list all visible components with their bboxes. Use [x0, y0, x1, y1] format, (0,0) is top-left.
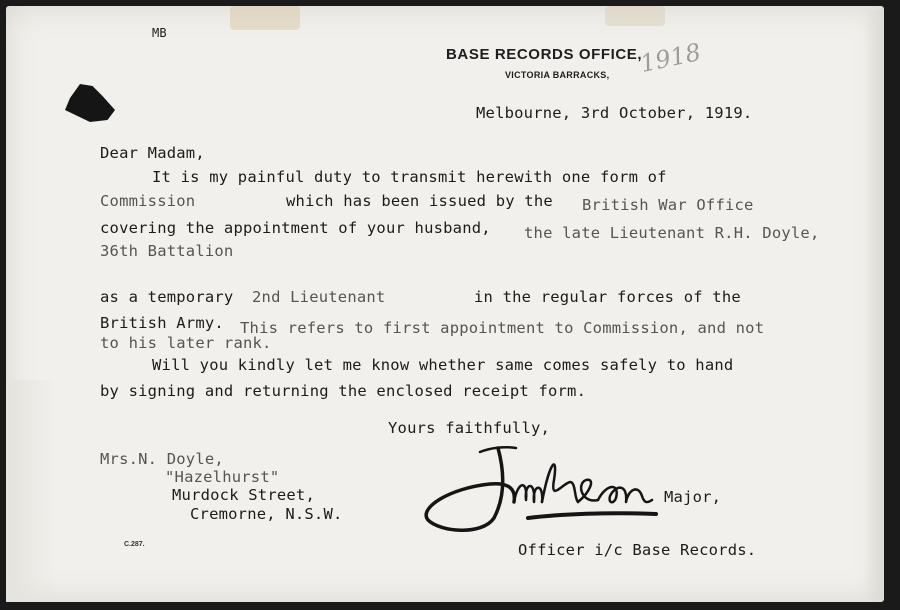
- body-line-6: British Army.: [100, 314, 224, 332]
- body-line-5-end: in the regular forces of the: [474, 288, 741, 306]
- paper-stain: [605, 6, 665, 26]
- body-line-8: Will you kindly let me know whether same comes safely to hand: [152, 356, 734, 374]
- addressee-street: Murdock Street,: [172, 486, 315, 504]
- body-line-1: It is my painful duty to transmit herewith one form of: [152, 168, 667, 186]
- pencil-annotation: 1918: [637, 37, 704, 79]
- body-insert-office: British War Office: [582, 196, 754, 214]
- body-insert-document: Commission: [100, 192, 196, 210]
- reference-code: MB: [152, 26, 167, 40]
- body-line-3: covering the appointment of your husband,: [100, 219, 491, 237]
- addressee-name: Mrs.N. Doyle,: [100, 450, 224, 468]
- body-insert-name: the late Lieutenant R.H. Doyle,: [524, 224, 820, 242]
- body-line-9: by signing and returning the enclosed receipt form.: [100, 382, 587, 400]
- date-line: Melbourne, 3rd October, 1919.: [476, 104, 753, 122]
- page-shadow-right: [864, 10, 884, 600]
- letterhead-office: BASE RECORDS OFFICE,: [446, 46, 643, 63]
- addressee-suburb: Cremorne, N.S.W.: [190, 505, 343, 523]
- salutation: Dear Madam,: [100, 144, 205, 162]
- signature-image: [420, 440, 660, 540]
- paper-stain: [230, 6, 300, 30]
- signature-rank: Major,: [664, 488, 722, 506]
- body-insert-note-end: to his later rank.: [100, 334, 272, 352]
- letterhead-location: VICTORIA BARRACKS,: [505, 70, 610, 80]
- addressee-house: "Hazelhurst": [165, 468, 280, 486]
- body-insert-unit: 36th Battalion: [100, 242, 234, 260]
- body-insert-note: This refers to first appointment to Commission, and not: [240, 319, 765, 337]
- body-line-2: which has been issued by the: [286, 192, 553, 210]
- page-shadow-left: [6, 380, 56, 602]
- form-code: C.287.: [124, 541, 145, 548]
- body-line-5: as a temporary: [100, 288, 234, 306]
- closing: Yours faithfully,: [388, 419, 551, 437]
- body-insert-rank: 2nd Lieutenant: [252, 288, 386, 306]
- signatory-title: Officer i/c Base Records.: [518, 541, 757, 559]
